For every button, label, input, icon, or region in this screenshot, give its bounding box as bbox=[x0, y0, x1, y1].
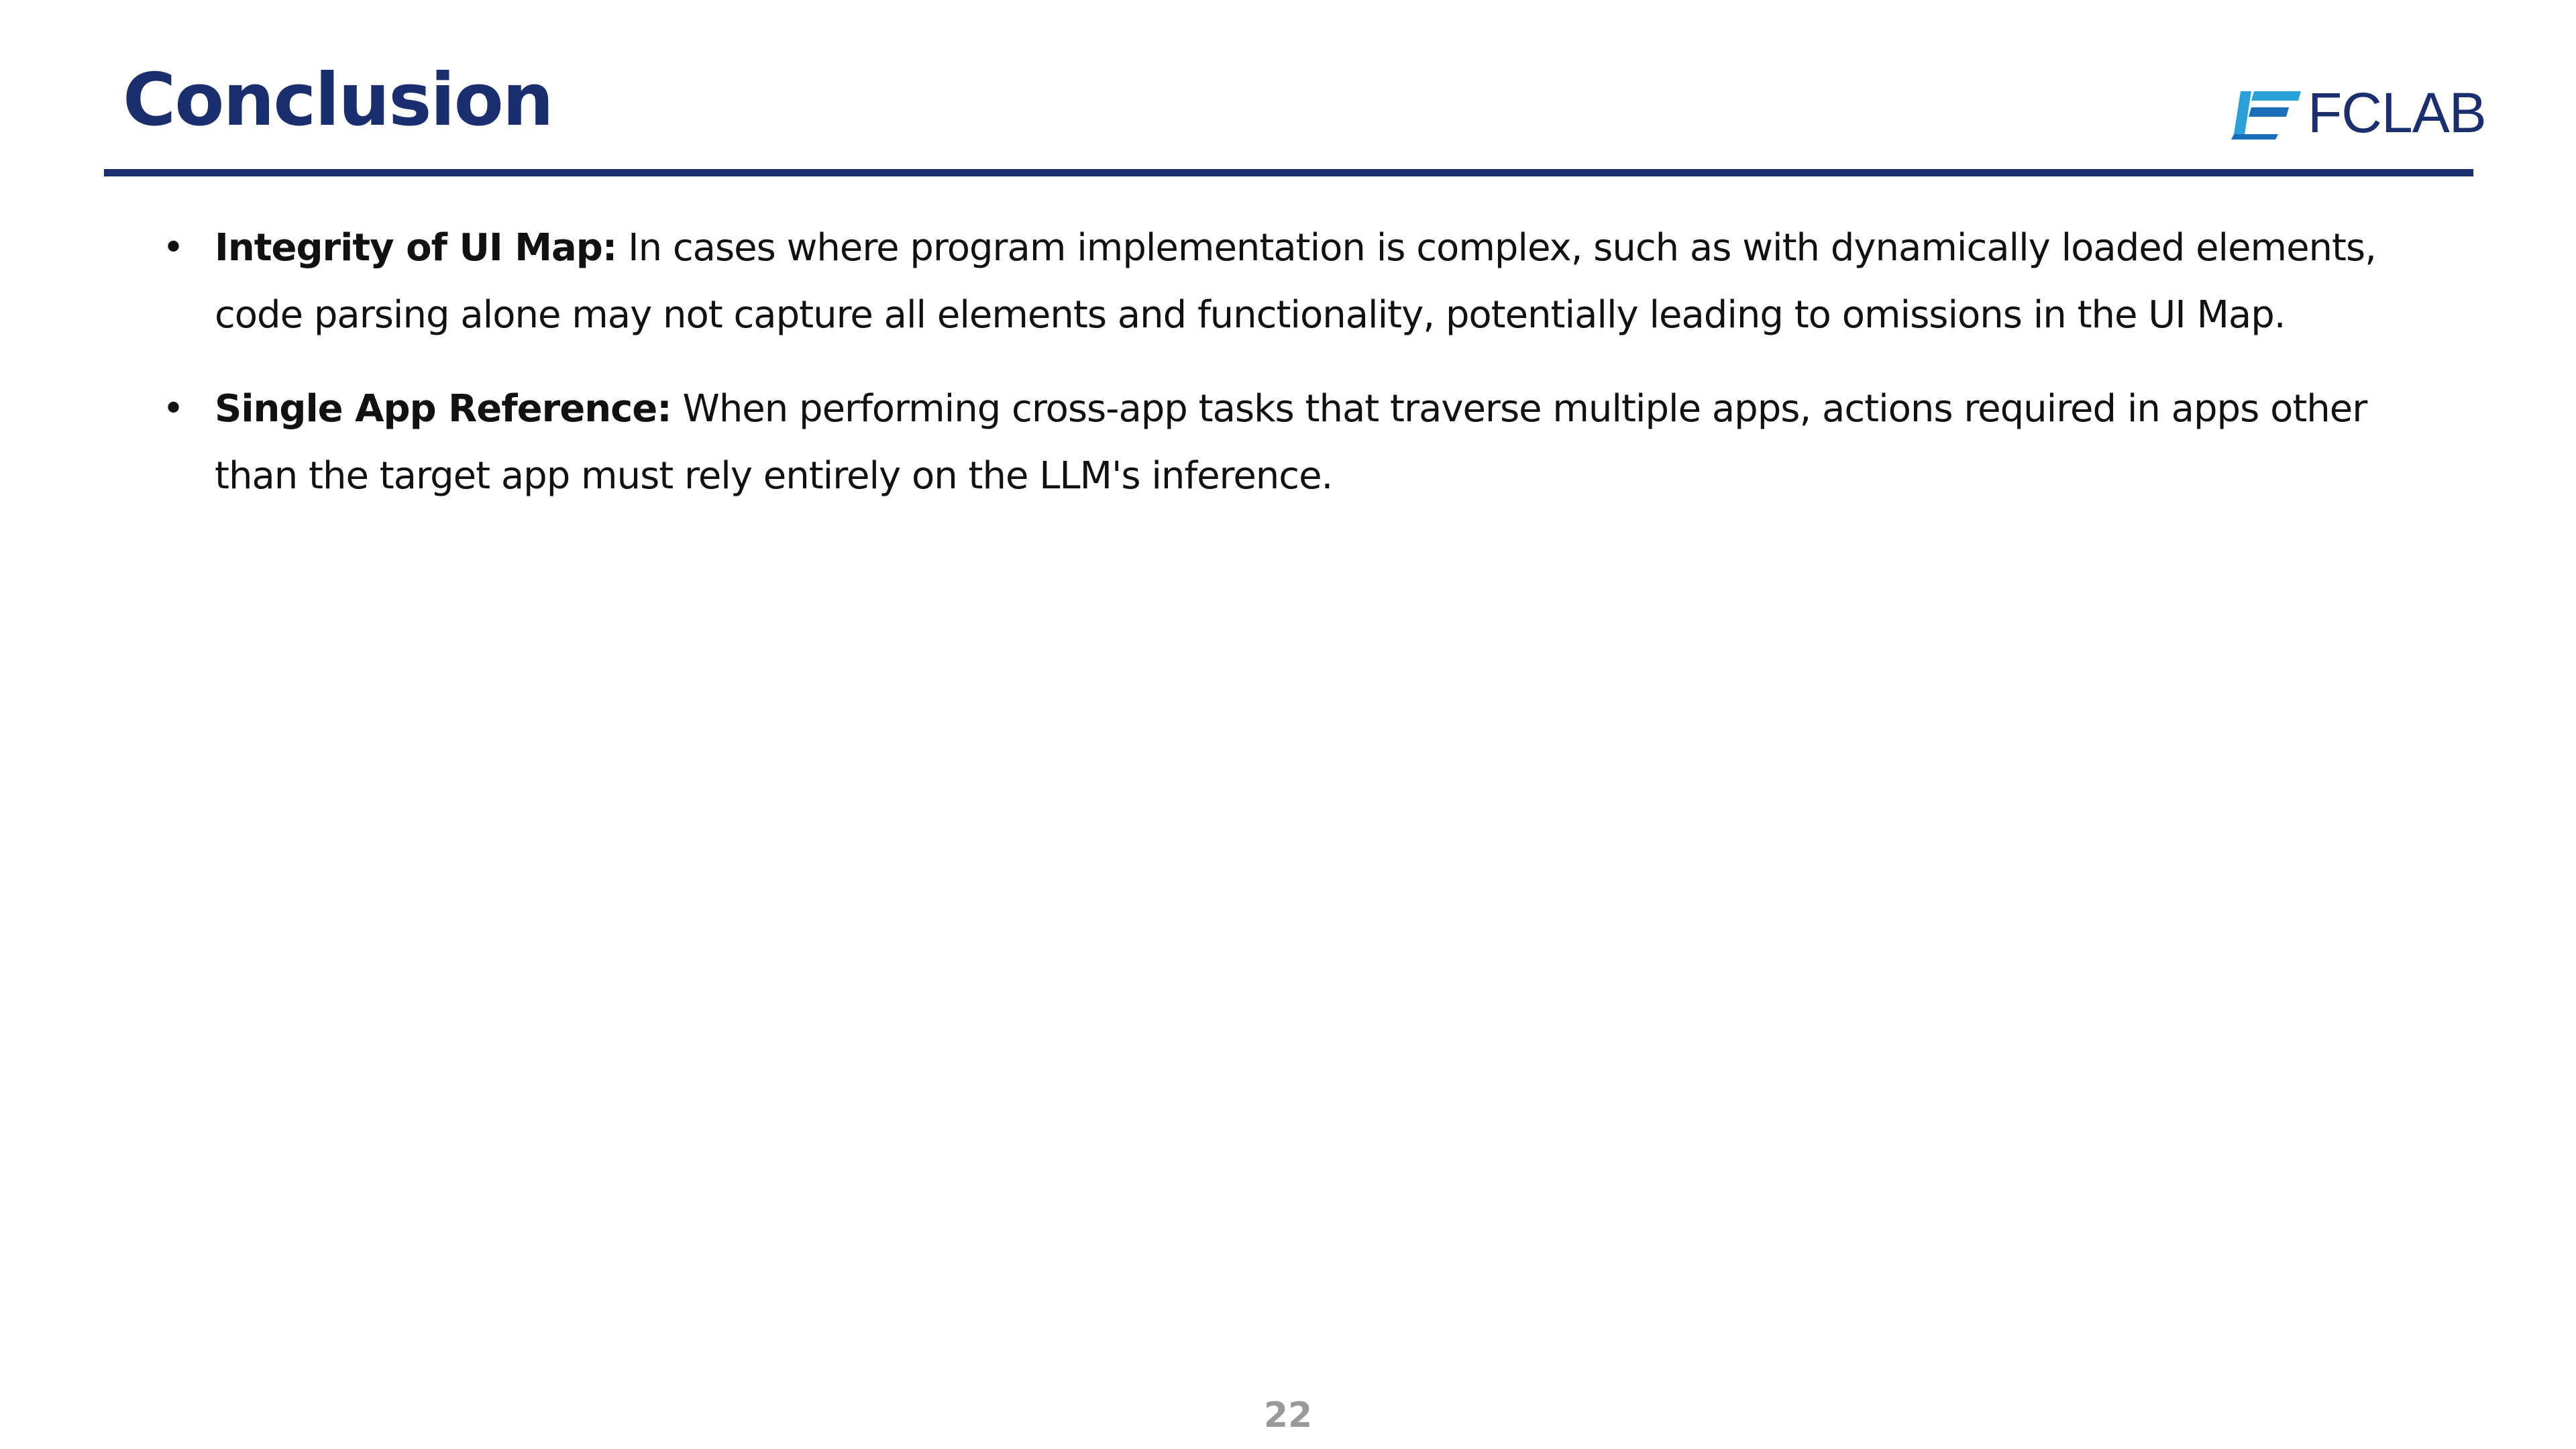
bullet-list bbox=[161, 215, 2442, 537]
logo-text: FCLAB bbox=[2308, 81, 2486, 144]
page-number: 22 bbox=[1263, 1395, 1313, 1436]
bullet-term: Integrity of UI Map: bbox=[215, 226, 617, 270]
bullet-text: In cases where program implementation is complex, such as with dynamically loaded elements, code parsing alone may not capture all elements and functionality, potentially leading to omissions in the UI Map. bbox=[215, 226, 2376, 337]
title-divider bbox=[104, 169, 2473, 176]
bullet-marker: • bbox=[162, 387, 184, 431]
slide-title: Conclusion bbox=[123, 58, 553, 142]
bullet-term: Single App Reference: bbox=[215, 387, 672, 431]
bullet-marker: • bbox=[162, 226, 184, 270]
fclab-logo-icon bbox=[2231, 86, 2305, 140]
bullet-text: When performing cross-app tasks that traverse multiple apps, actions required in apps other than the target app must rely entirely on the LLM's inference. bbox=[215, 387, 2367, 498]
fclab-logo bbox=[2231, 81, 2486, 144]
bullet-item-single-app-reference bbox=[161, 376, 2442, 510]
bullet-item-ui-map-integrity bbox=[161, 215, 2442, 349]
